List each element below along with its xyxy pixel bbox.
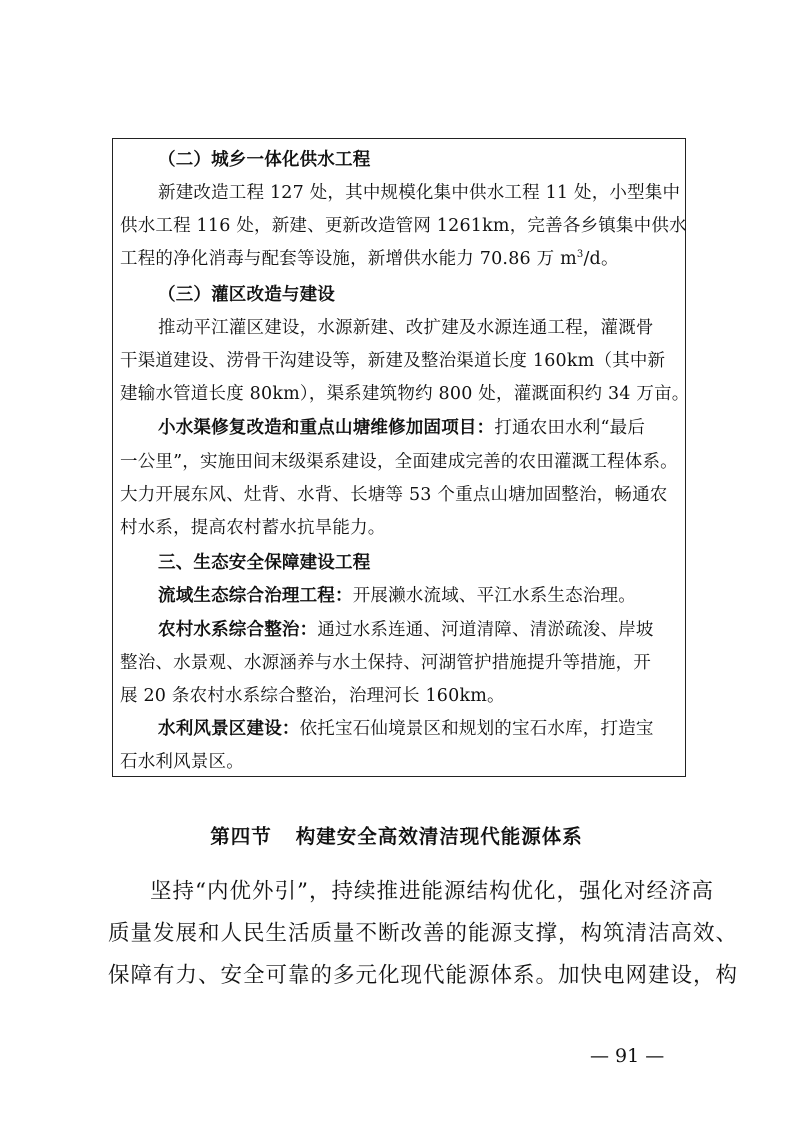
heading-irrigation: （三）灌区改造与建设	[158, 285, 335, 305]
small-canal-line-3: 大力开展东风、灶背、水背、长塘等 53 个重点山塘加固整治，畅通农	[120, 485, 668, 505]
unit-superscript: 3	[576, 249, 584, 260]
section-title	[0, 822, 793, 852]
scenic-line-1	[158, 717, 678, 741]
basin-label: 流域生态综合治理工程：	[158, 586, 353, 606]
unit-suffix: /d。	[583, 249, 619, 269]
section-title-text: 构建安全高效清洁现代能源体系	[295, 825, 583, 848]
basin-line	[158, 584, 678, 608]
scenic-text-1: 依托宝石仙境景区和规划的宝石水库，打造宝	[299, 719, 654, 739]
body-line-1: 坚持“内优外引”，持续推进能源结构优化，强化对经济高	[150, 879, 714, 904]
heading-ecology: 三、生态安全保障建设工程	[158, 553, 371, 573]
irrigation-line-3: 建输水管道长度 80km），渠系建筑物约 800 处，灌溉面积约 34 万亩。	[120, 384, 690, 404]
water-supply-line-2: 供水工程 116 处，新建、更新改造管网 1261km，完善各乡镇集中供水	[120, 216, 687, 236]
page-number: — 91 —	[590, 1045, 665, 1067]
rural-label: 农村水系综合整治：	[158, 620, 318, 640]
body-line-2: 质量发展和人民生活质量不断改善的能源支撑，构筑清洁高效、	[108, 921, 739, 946]
rural-line-1	[158, 618, 678, 642]
water-supply-line-3-text: 工程的净化消毒与配套等设施，新增供水能力 70.86 万 m	[120, 249, 577, 269]
irrigation-line-2: 干渠道建设、涝骨干沟建设等，新建及整治渠道长度 160km（其中新	[120, 351, 666, 371]
small-canal-text-1: 打通农田水利“最后	[494, 418, 646, 438]
scenic-line-2: 石水利风景区。	[120, 752, 244, 772]
small-canal-line-4: 村水系，提高农村蓄水抗旱能力。	[120, 518, 386, 538]
water-supply-line-3	[120, 247, 640, 271]
small-canal-line-2: 一公里”，实施田间末级渠系建设，全面建成完善的农田灌溉工程体系。	[120, 452, 678, 472]
irrigation-line-1: 推动平江灌区建设，水源新建、改扩建及水源连通工程，灌溉骨	[158, 318, 654, 338]
heading-water-supply: （二）城乡一体化供水工程	[158, 150, 371, 170]
small-canal-label: 小水渠修复改造和重点山塘维修加固项目：	[158, 418, 495, 438]
rural-line-3: 展 20 条农村水系综合整治，治理河长 160km。	[120, 686, 505, 706]
water-supply-line-1: 新建改造工程 127 处，其中规模化集中供水工程 11 处，小型集中	[158, 183, 681, 203]
rural-text-1: 通过水系连通、河道清障、清淤疏浚、岸坡	[317, 620, 654, 640]
rural-line-2: 整治、水景观、水源涵养与水土保持、河湖管护措施提升等措施，开	[120, 653, 651, 673]
scenic-label: 水利风景区建设：	[158, 719, 300, 739]
basin-text: 开展濑水流域、平江水系生态治理。	[352, 586, 636, 606]
body-line-3: 保障有力、安全可靠的多元化现代能源体系。加快电网建设，构	[108, 963, 739, 988]
section-number: 第四节	[210, 825, 272, 848]
small-canal-line-1	[158, 416, 678, 440]
